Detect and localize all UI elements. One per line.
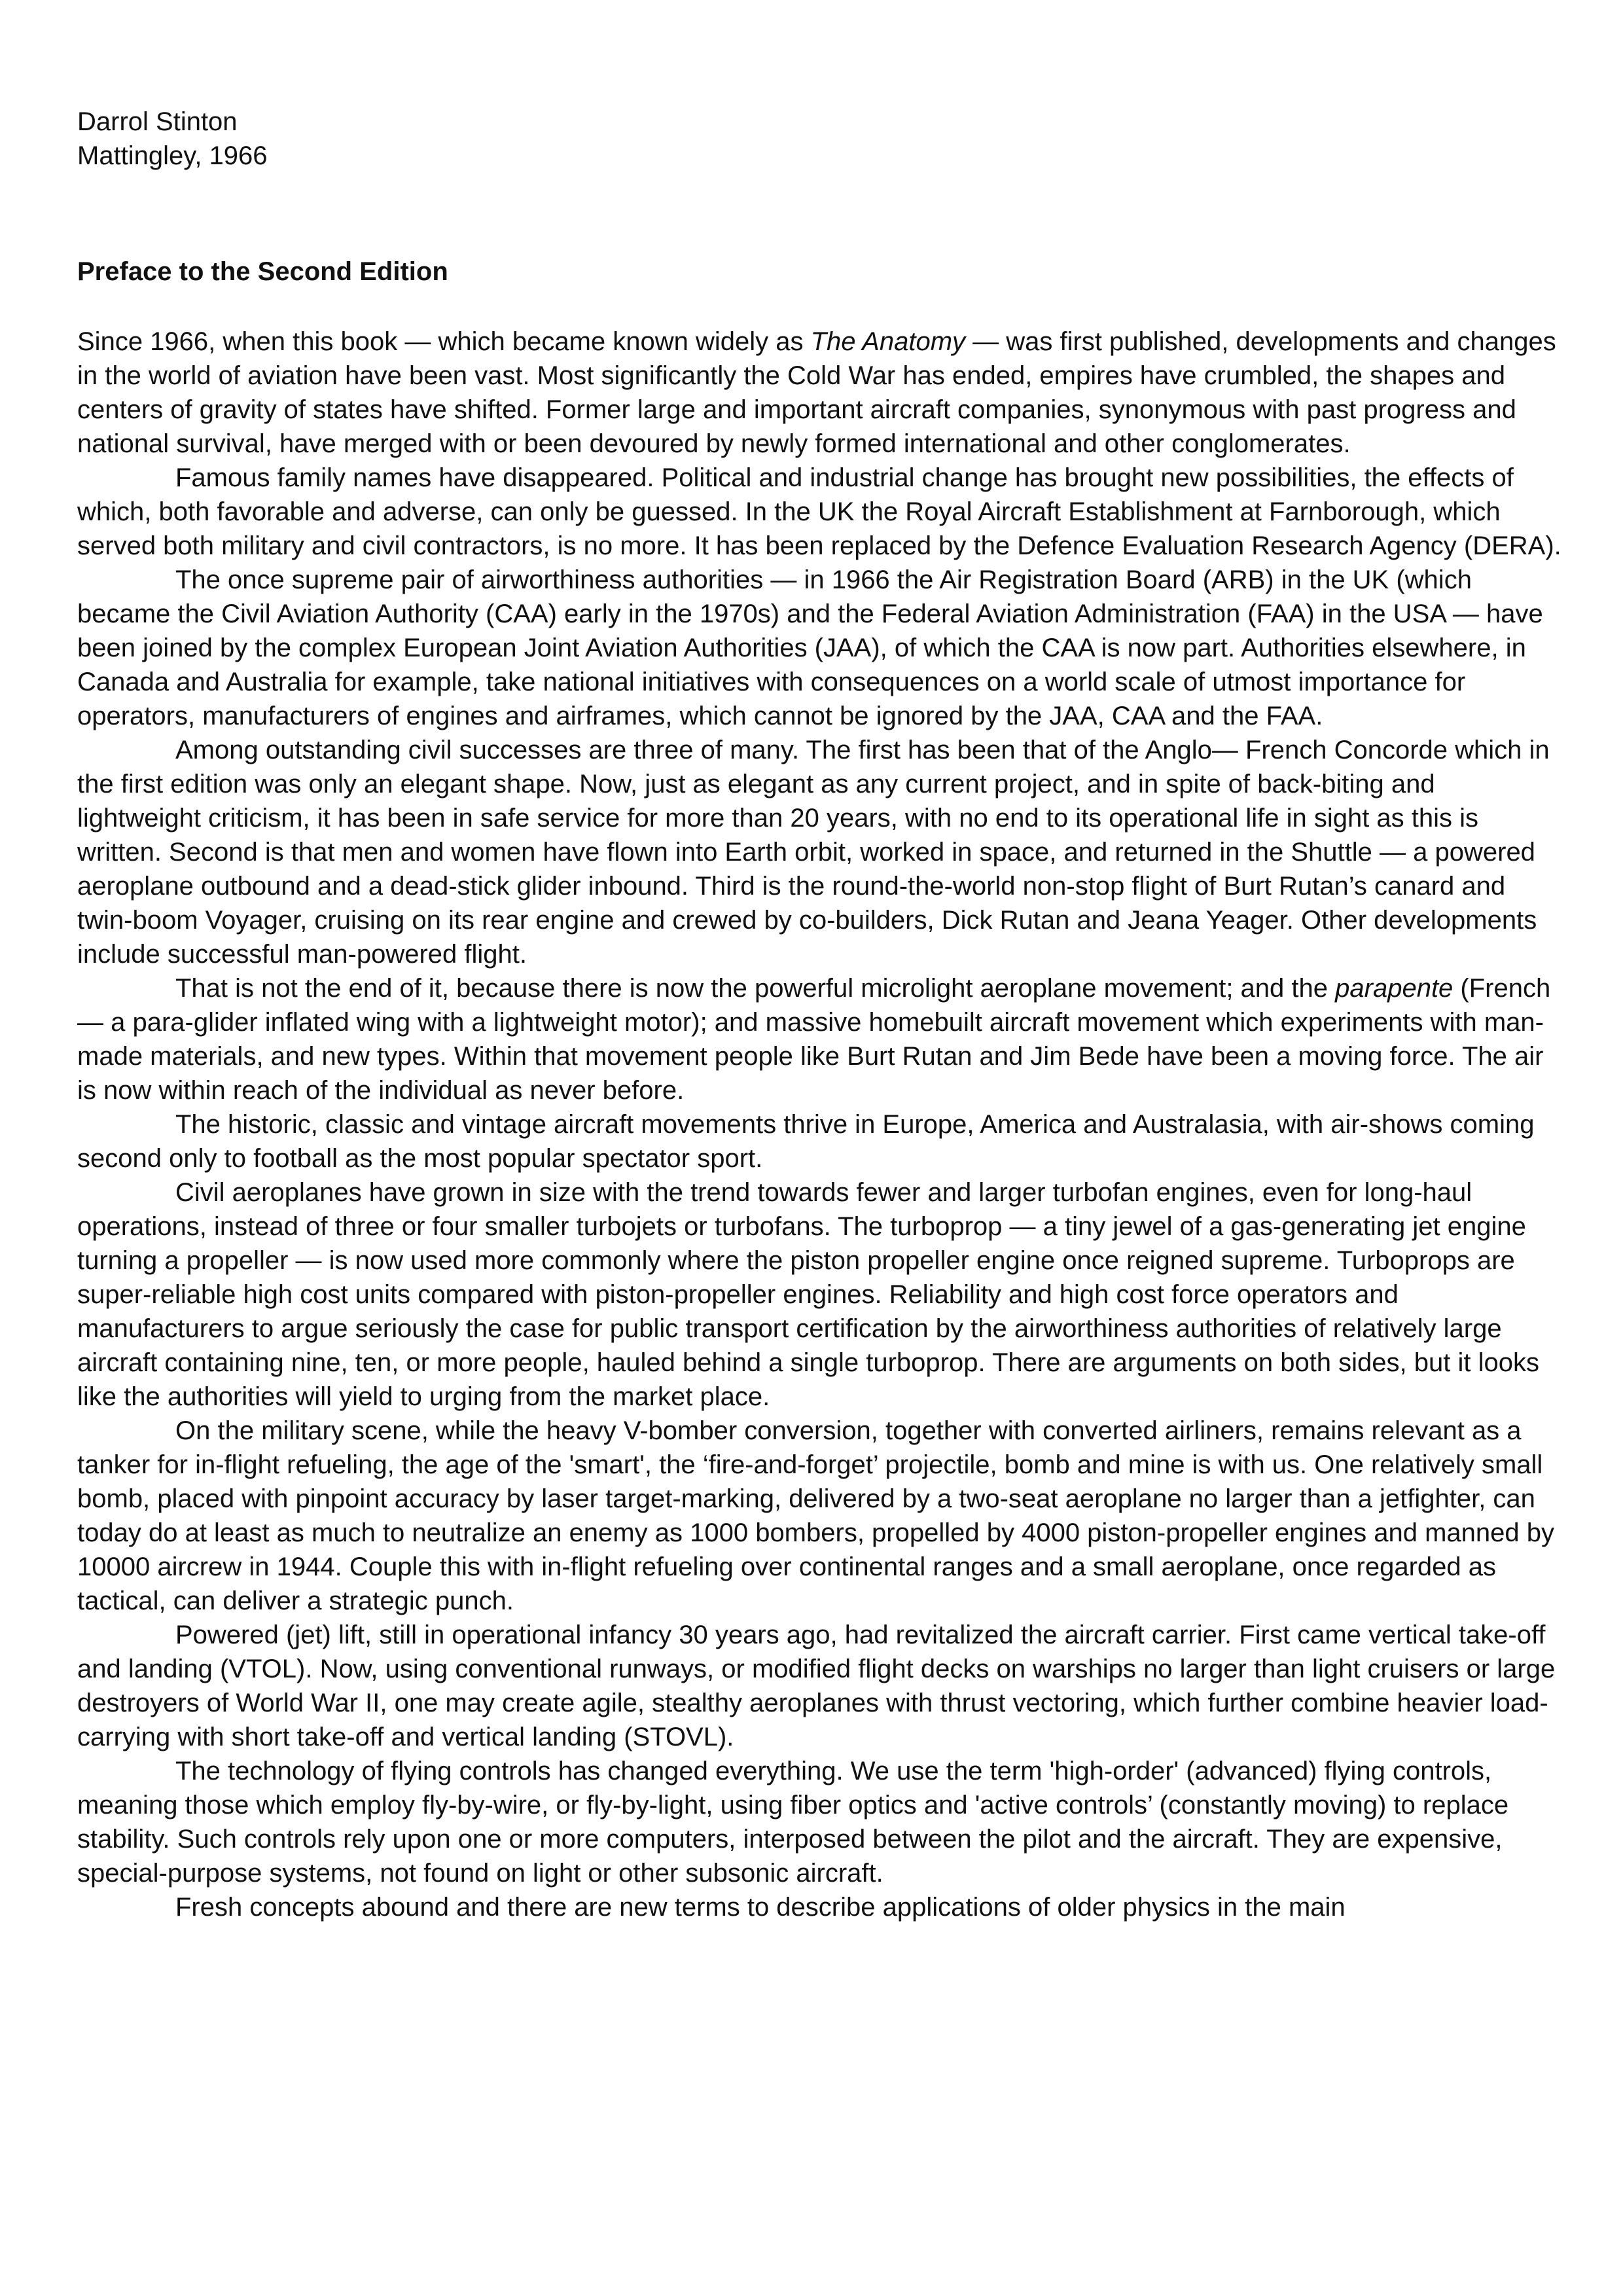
paragraph-1-text-a: Since 1966, when this book — which became known widely as [77, 327, 811, 356]
paragraph-5 [77, 971, 1563, 1107]
author-name: Darrol Stinton [77, 107, 238, 136]
paragraph-10: The technology of flying controls has changed everything. We use the term 'high-order' (advanced) flying controls, meaning those which employ fly-by-wire, or fly-by-light, using fiber optics and 'active controls’ (constantly moving) to replace stability. Such controls rely upon one or more computers, interposed between the pilot and the aircraft. They are expensive, special-purpose systems, not found on light or other subsonic aircraft. [77, 1757, 1509, 1888]
place-and-date: Mattingley, 1966 [77, 141, 268, 170]
paragraph-1 [77, 325, 1563, 461]
paragraph-11: Fresh concepts abound and there are new terms to describe applications of older physics in the main [175, 1893, 1346, 1922]
paragraph-1-text-b: — was first published, developments and changes in the world of aviation have been vast. Most significantly the Cold War has ended, empires have crumbled, the shapes and centers of gravity of states have shifted. Former large and important aircraft companies, synonymous with past progress and national survival, have merged with or been devoured by newly formed international and other conglomerates. [77, 327, 1556, 458]
paragraph-6: The historic, classic and vintage aircraft movements thrive in Europe, America and Australasia, with air-shows coming second only to football as the most popular spectator sport. [77, 1110, 1535, 1173]
document-page [77, 105, 1563, 2265]
preface-body [77, 325, 1563, 1924]
section-heading: Preface to the Second Edition [77, 257, 448, 286]
paragraph-2: Famous family names have disappeared. Political and industrial change has brought new possibilities, the effects of which, both favorable and adverse, can only be guessed. In the UK the Royal Aircraft Establishment at Farnborough, which served both military and civil contractors, is no more. It has been replaced by the Defence Evaluation Research Agency (DERA). [77, 463, 1561, 560]
paragraph-9: Powered (jet) lift, still in operational infancy 30 years ago, had revitalized the aircraft carrier. First came vertical take-off and landing (VTOL). Now, using conventional runways, or modified flight decks on warships no larger than light cruisers or large destroyers of World War II, one may create agile, stealthy aeroplanes with thrust vectoring, which further combine heavier load-carrying with short take-off and vertical landing (STOVL). [77, 1621, 1556, 1751]
paragraph-5-text-a: That is not the end of it, because there is now the powerful microlight aeroplane movement; and the [175, 974, 1336, 1003]
paragraph-3: The once supreme pair of airworthiness authorities — in 1966 the Air Registration Board (ARB) in the UK (which became the Civil Aviation Authority (CAA) early in the 1970s) and the Federal Aviation Administration (FAA) in the USA — have been joined by the complex European Joint Aviation Authorities (JAA), of which the CAA is now part. Authorities elsewhere, in Canada and Australia for example, take national initiatives with consequences on a world scale of utmost importance for operators, manufacturers of engines and airframes, which cannot be ignored by the JAA, CAA and the FAA. [77, 565, 1543, 730]
signature-block [77, 105, 1563, 173]
paragraph-7: Civil aeroplanes have grown in size with the trend towards fewer and larger turbofan engines, even for long-haul operations, instead of three or four smaller turbojets or turbofans. The turboprop — a tiny jewel of a gas-generating jet engine turning a propeller — is now used more commonly where the piston propeller engine once reigned supreme. Turboprops are super-reliable high cost units compared with piston-propeller engines. Reliability and high cost force operators and manufacturers to argue seriously the case for public transport certification by the airworthiness authorities of relatively large aircraft containing nine, ten, or more people, hauled behind a single turboprop. There are arguments on both sides, but it looks like the authorities will yield to urging from the market place. [77, 1178, 1539, 1411]
paragraph-5-text-b: (French — a para-glider inflated wing with a lightweight motor); and massive homebuilt aircraft movement which experiments with man-made materials, and new types. Within that movement people like Burt Rutan and Jim Bede have been a moving force. The air is now within reach of the individual as never before. [77, 974, 1551, 1105]
paragraph-8: On the military scene, while the heavy V-bomber conversion, together with converted airliners, remains relevant as a tanker for in-flight refueling, the age of the 'smart', the ‘fire-and-forget’ projectile, bomb and mine is with us. One relatively small bomb, placed with pinpoint accuracy by laser target-marking, delivered by a two-seat aeroplane no larger than a jetfighter, can today do at least as much to neutralize an enemy as 1000 bombers, propelled by 4000 piston-propeller engines and manned by 10000 aircrew in 1944. Couple this with in-flight refueling over continental ranges and a small aeroplane, once regarded as tactical, can deliver a strategic punch. [77, 1416, 1554, 1615]
paragraph-4: Among outstanding civil successes are three of many. The first has been that of the Anglo— French Concorde which in the first edition was only an elegant shape. Now, just as elegant as any current project, and in spite of back-biting and lightweight criticism, it has been in safe service for more than 20 years, with no end to its operational life in sight as this is written. Second is that men and women have flown into Earth orbit, worked in space, and returned in the Shuttle — a powered aeroplane outbound and a dead-stick glider inbound. Third is the round-the-world non-stop flight of Burt Rutan’s canard and twin-boom Voyager, cruising on its rear engine and crewed by co-builders, Dick Rutan and Jeana Yeager. Other developments include successful man-powered flight. [77, 736, 1550, 969]
parapente-italic: parapente [1335, 974, 1454, 1003]
book-title-italic: The Anatomy [810, 327, 966, 356]
